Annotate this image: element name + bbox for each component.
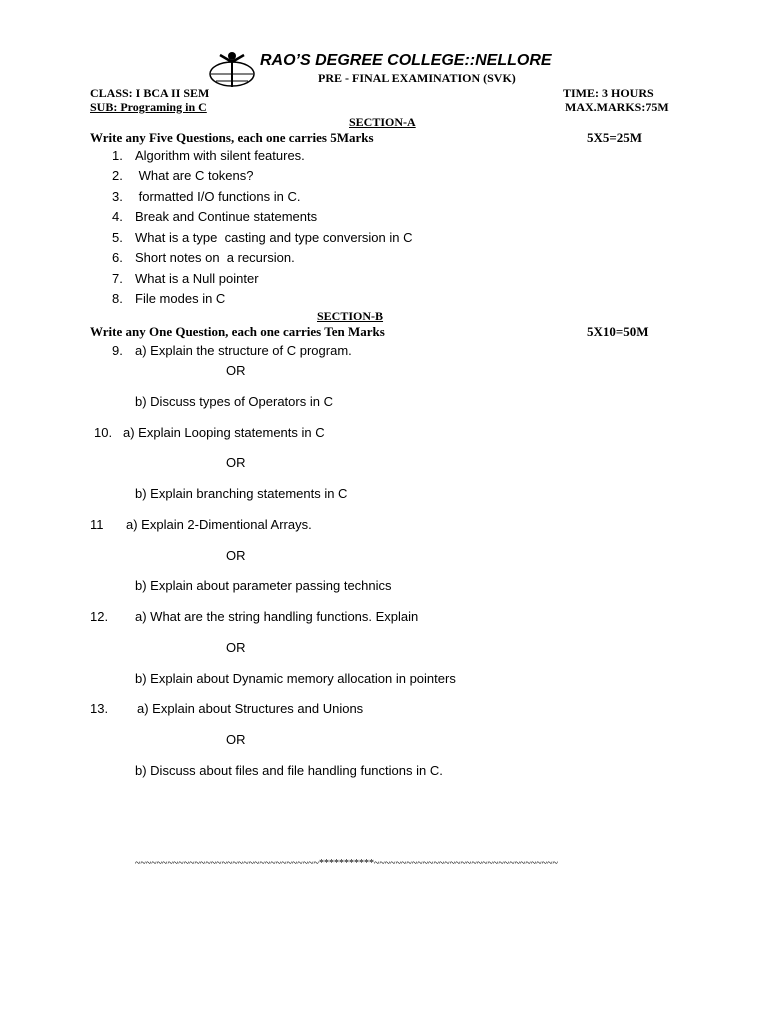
or-label: OR [226,363,246,378]
section-a-instruction: Write any Five Questions, each one carries 5Marks [90,130,374,145]
question-part-b: b) Discuss about files and file handling functions in C. [135,763,443,778]
college-logo-icon [208,50,256,88]
question-number: 6. [112,250,123,265]
question-text: What are C tokens? [135,168,254,183]
exam-title: PRE - FINAL EXAMINATION (SVK) [318,71,516,85]
question-part-a: a) What are the string handling functions. Explain [135,609,419,624]
or-label: OR [226,548,246,563]
question-part-a: a) Explain about Structures and Unions [137,701,364,716]
subject-label: SUB: Programing in C [90,100,207,114]
question-number: 9. [112,343,123,358]
question-number: 10. [94,425,113,440]
or-label: OR [226,732,246,747]
question-number: 5. [112,230,123,245]
question-number: 8. [112,291,123,306]
section-b-title: SECTION-B [317,309,384,323]
question-part-b: b) Explain about Dynamic memory allocation in pointers [135,671,456,686]
question-text: Short notes on a recursion. [135,250,295,265]
question-part-a: a) Explain 2-Dimentional Arrays. [126,517,312,532]
section-a-marks: 5X5=25M [587,130,643,145]
question-number: 12. [90,609,109,624]
question-text: What is a type casting and type conversion in C [135,230,413,245]
question-text: Algorithm with silent features. [135,148,305,163]
college-name: RAO’S DEGREE COLLEGE::NELLORE [260,52,552,69]
or-label: OR [226,455,246,470]
question-number: 3. [112,189,123,204]
question-number: 2. [112,168,123,183]
question-number: 13. [90,701,109,716]
question-part-a: a) Explain the structure of C program. [135,343,352,358]
question-text: What is a Null pointer [135,271,259,286]
question-number: 1. [112,148,123,163]
question-number: 7. [112,271,123,286]
question-part-a: a) Explain Looping statements in C [123,425,325,440]
question-number: 11 [90,517,104,532]
question-text: File modes in C [135,291,226,306]
question-number: 4. [112,209,123,224]
time-label: TIME: 3 HOURS [563,86,654,100]
question-part-b: b) Explain about parameter passing technics [135,578,392,593]
section-b-marks: 5X10=50M [587,324,649,339]
question-text: formatted I/O functions in C. [135,189,301,204]
section-b-instruction: Write any One Question, each one carries Ten Marks [90,324,385,339]
footer-divider: ~~~~~~~~~~~~~~~~~~~~~~~~~~~~~~~~~~***********~~~~~~~~~~~~~~~~~~~~~~~~~~~~~~~~~~ [135,858,558,869]
question-part-b: b) Explain branching statements in C [135,486,348,501]
max-marks-label: MAX.MARKS:75M [565,100,669,114]
section-a-title: SECTION-A [349,115,416,129]
question-text: Break and Continue statements [135,209,318,224]
or-label: OR [226,640,246,655]
question-part-b: b) Discuss types of Operators in C [135,394,333,409]
class-label: CLASS: I BCA II SEM [90,86,210,100]
